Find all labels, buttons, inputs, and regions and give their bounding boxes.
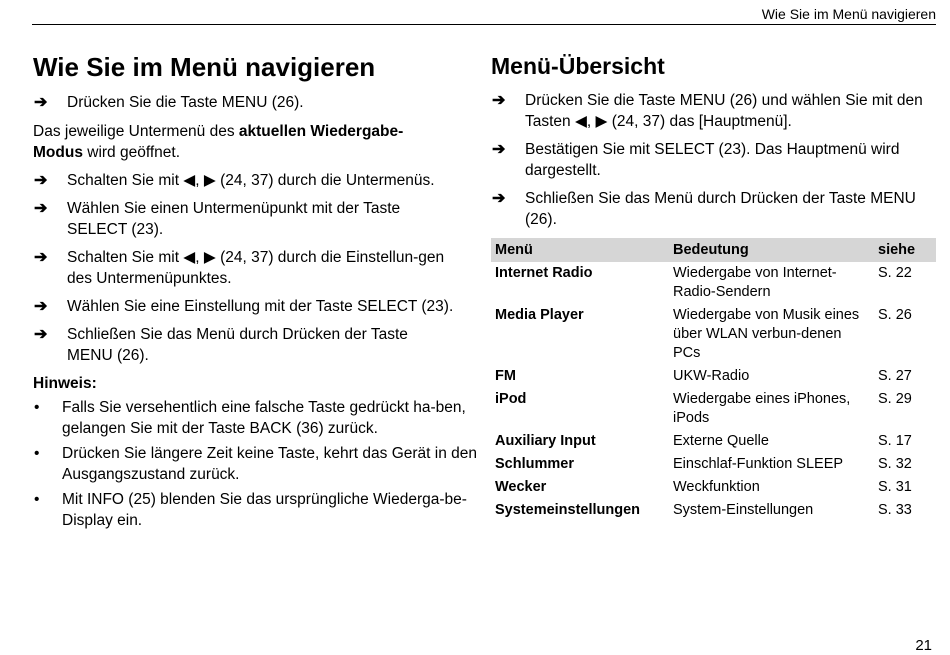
header-title: Wie Sie im Menü navigieren — [761, 6, 936, 22]
table-row — [491, 430, 936, 453]
menu-name-cell: Systemeinstellungen — [495, 502, 641, 518]
menu-table — [491, 238, 936, 522]
step-text: Schalten Sie mit ◀, ▶ (24, 37) durch die Einstellun-gen des Untermenüpunktes. — [67, 249, 445, 287]
step-item — [491, 90, 936, 132]
note-heading: Hinweis: — [33, 375, 97, 392]
step-item — [33, 198, 478, 240]
step-text: Schalten Sie mit ◀, ▶ (24, 37) durch die Untermenüs. — [67, 172, 435, 189]
meaning-cell: UKW-Radio — [673, 368, 750, 384]
note-item — [33, 397, 478, 439]
page-ref-cell: S. 33 — [878, 502, 912, 518]
step-text: Schließen Sie das Menü durch Drücken der Taste MENU (26). — [67, 326, 408, 364]
meaning-cell: Weckfunktion — [673, 479, 760, 495]
step-item — [33, 92, 478, 113]
paragraph-text: Das jeweilige Untermenü des — [33, 123, 239, 140]
arrow-right-icon: ➔ — [34, 298, 48, 315]
meaning-cell: Einschlaf-Funktion SLEEP — [673, 456, 844, 472]
page-ref-cell: S. 29 — [878, 391, 912, 407]
column-header-page: siehe — [874, 238, 936, 262]
table-row — [491, 304, 936, 365]
note-item — [33, 443, 478, 485]
bullet-icon: • — [34, 445, 40, 462]
page-header — [32, 0, 936, 25]
table-row — [491, 476, 936, 499]
page-ref-cell: S. 27 — [878, 368, 912, 384]
note-text: Falls Sie versehentlich eine falsche Taste gedrückt ha-ben, gelangen Sie mit der Taste BACK (36) zurück. — [62, 399, 466, 437]
step-item — [33, 296, 478, 317]
column-header-menu: Menü — [491, 238, 669, 262]
step-item — [33, 170, 478, 191]
page-ref-cell: S. 31 — [878, 479, 912, 495]
meaning-cell: Wiedergabe von Internet-Radio-Sendern — [673, 265, 837, 300]
note-text: Mit INFO (25) blenden Sie das ursprüngliche Wiederga-be-Display ein. — [62, 491, 467, 529]
meaning-cell: System-Einstellungen — [673, 502, 814, 518]
step-item — [33, 324, 478, 366]
arrow-right-icon: ➔ — [34, 326, 48, 343]
menu-name-cell: iPod — [495, 391, 527, 407]
page-ref-cell: S. 22 — [878, 265, 912, 281]
menu-name-cell: Media Player — [495, 307, 584, 323]
page-ref-cell: S. 32 — [878, 456, 912, 472]
arrow-right-icon: ➔ — [34, 249, 48, 266]
step-item — [491, 139, 936, 181]
table-header-row — [491, 238, 936, 262]
table-row — [491, 365, 936, 388]
step-item — [33, 247, 478, 289]
page-ref-cell: S. 26 — [878, 307, 912, 323]
page-ref-cell: S. 17 — [878, 433, 912, 449]
menu-name-cell: Internet Radio — [495, 265, 593, 281]
arrow-right-icon: ➔ — [492, 190, 506, 207]
meaning-cell: Externe Quelle — [673, 433, 769, 449]
step-text: Bestätigen Sie mit SELECT (23). Das Hauptmenü wird dargestellt. — [525, 141, 900, 179]
table-row — [491, 453, 936, 476]
menu-name-cell: Auxiliary Input — [495, 433, 596, 449]
arrow-right-icon: ➔ — [34, 172, 48, 189]
arrow-right-icon: ➔ — [492, 141, 506, 158]
menu-name-cell: FM — [495, 368, 516, 384]
step-text: Wählen Sie eine Einstellung mit der Taste SELECT (23). — [67, 298, 454, 315]
table-row — [491, 262, 936, 304]
arrow-right-icon: ➔ — [34, 200, 48, 217]
left-heading: Wie Sie im Menü navigieren — [33, 52, 376, 82]
step-text: Wählen Sie einen Untermenüpunkt mit der Taste SELECT (23). — [67, 200, 401, 238]
note-item — [33, 489, 478, 531]
bullet-icon: • — [34, 399, 40, 416]
paragraph — [33, 121, 478, 163]
right-heading: Menü-Übersicht — [491, 53, 665, 79]
step-text: Schließen Sie das Menü durch Drücken der Taste MENU (26). — [525, 190, 916, 228]
paragraph-bold-text: aktuellen Wiedergabe-Modus — [33, 123, 404, 161]
table-row — [491, 388, 936, 430]
right-column — [491, 90, 936, 230]
paragraph-text-end: wird geöffnet. — [82, 144, 181, 161]
table-row — [491, 499, 936, 522]
step-text: Drücken Sie die Taste MENU (26). — [67, 94, 304, 111]
column-header-meaning: Bedeutung — [669, 238, 874, 262]
left-column — [33, 92, 478, 531]
arrow-right-icon: ➔ — [34, 94, 48, 111]
note-text: Drücken Sie längere Zeit keine Taste, kehrt das Gerät in den Ausgangszustand zurück. — [62, 445, 477, 483]
meaning-cell: Wiedergabe eines iPhones, iPods — [673, 391, 851, 426]
menu-name-cell: Schlummer — [495, 456, 574, 472]
step-item — [491, 188, 936, 230]
meaning-cell: Wiedergabe von Musik eines über WLAN verbun-denen PCs — [673, 307, 860, 361]
bullet-icon: • — [34, 491, 40, 508]
menu-name-cell: Wecker — [495, 479, 547, 495]
arrow-right-icon: ➔ — [492, 92, 506, 109]
page-number: 21 — [915, 637, 932, 654]
step-text: Drücken Sie die Taste MENU (26) und wählen Sie mit den Tasten ◀, ▶ (24, 37) das [Hauptmenü]. — [525, 92, 923, 130]
